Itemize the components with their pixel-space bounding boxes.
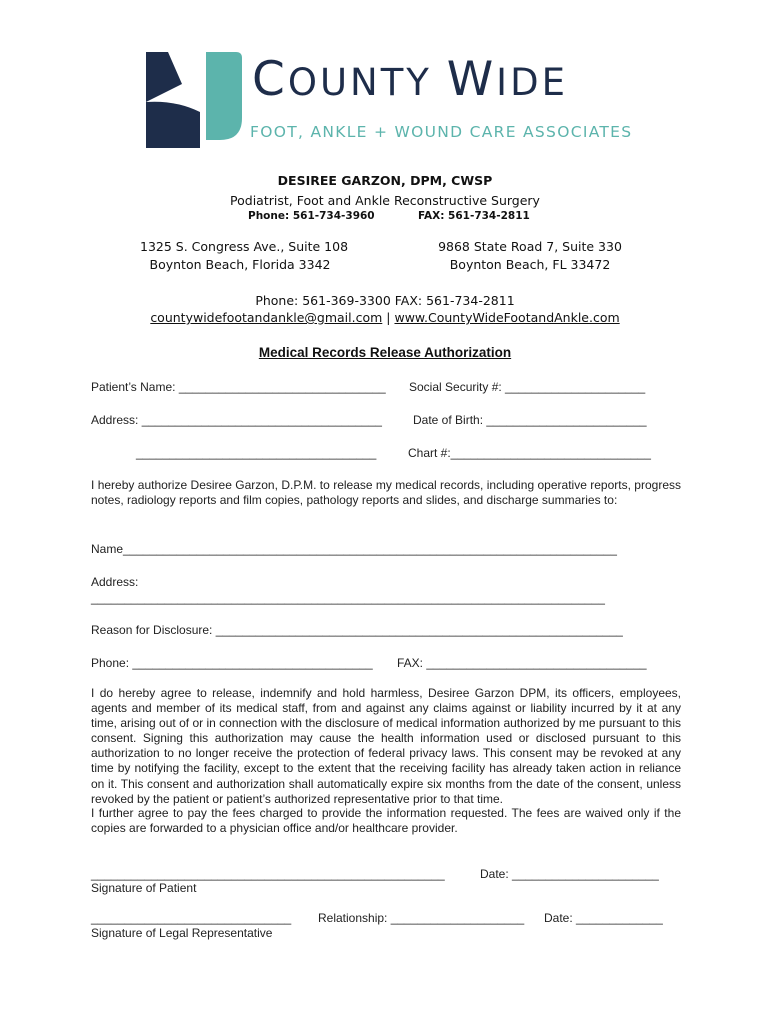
office-address-line: Boynton Beach, FL 33472 <box>449 257 611 272</box>
logo-navy-lower-shape <box>146 102 200 148</box>
brand-name-part: C <box>252 52 288 107</box>
office-address-1 <box>140 238 349 274</box>
recipient-fax-field[interactable]: FAX: _________________________________ <box>397 656 647 670</box>
reason-for-disclosure-field[interactable]: Reason for Disclosure: _____________________________________________________________ <box>91 623 623 637</box>
representative-signature-field[interactable]: ______________________________ <box>91 911 292 925</box>
patient-signature-label: Signature of Patient <box>91 881 197 895</box>
brand-name-part: W <box>446 52 497 107</box>
form-title: Medical Records Release Authorization <box>258 345 512 360</box>
contact-phone-fax: Phone: 561-369-3300 FAX: 561-734-2811 <box>255 293 515 308</box>
brand-subtitle: FOOT, ANKLE + WOUND CARE ASSOCIATES <box>250 123 633 141</box>
office-address-2 <box>430 238 630 274</box>
patient-signature-field[interactable]: _____________________________________________________ <box>91 867 445 881</box>
ssn-field[interactable]: Social Security #: _____________________ <box>409 380 646 394</box>
fees-paragraph: I further agree to pay the fees charged to provide the information requested. The fees are waived only if the copies are forwarded to a physician office and/or healthcare provider. <box>91 806 681 836</box>
relationship-field[interactable]: Relationship: ____________________ <box>318 911 525 925</box>
office-address-line: 9868 State Road 7, Suite 330 <box>438 239 622 254</box>
date-of-birth-field[interactable]: Date of Birth: ________________________ <box>413 413 647 427</box>
contact-web <box>0 310 770 325</box>
recipient-phone-field[interactable]: Phone: ____________________________________ <box>91 656 373 670</box>
recipient-address-label: Address: <box>91 575 139 589</box>
recipient-address-field[interactable]: _____________________________________________________________________________ <box>91 591 605 605</box>
doctor-name: DESIREE GARZON, DPM, CWSP <box>277 173 493 188</box>
website-link[interactable]: www.CountyWideFootandAnkle.com <box>394 310 620 325</box>
patient-date-field[interactable]: Date: ______________________ <box>480 867 659 881</box>
representative-date-field[interactable]: Date: _____________ <box>544 911 663 925</box>
address-continuation-field[interactable]: ____________________________________ <box>136 446 377 460</box>
brand-name-part: IDE <box>496 61 568 104</box>
chart-number-field[interactable]: Chart #:______________________________ <box>408 446 651 460</box>
patient-name-field[interactable]: Patient’s Name: _______________________________ <box>91 380 386 394</box>
release-paragraph: I do hereby agree to release, indemnify and hold harmless, Desiree Garzon DPM, its officers, employees, agents and member of its medical staff, from and against any claims against or liability incurred by it at any time, arising out of or in connection with the disclosure of medical information authorized by me pursuant to this consent. Signing this authorization may cause the health information used or disclosed pursuant to this authorization to no longer receive the protection of federal privacy laws. This consent may be revoked at any time by notifying the facility, except to the extent that the receiving facility has already taken action in reliance on it. This consent and authorization shall automatically expire six months from the date of the consent, unless revoked by the patient or patient’s authorized representative prior to that time. <box>91 686 681 806</box>
county-wide-logo <box>146 52 242 148</box>
doctor-fax: FAX: 561-734-2811 <box>418 210 530 222</box>
separator: | <box>382 310 395 325</box>
office-address-line: Boynton Beach, Florida 3342 <box>149 257 331 272</box>
office-address-line: 1325 S. Congress Ave., Suite 108 <box>140 239 349 254</box>
doctor-specialty: Podiatrist, Foot and Ankle Reconstructive Surgery <box>230 193 540 208</box>
brand-name-part: OUNTY <box>287 61 447 104</box>
authorization-paragraph: I hereby authorize Desiree Garzon, D.P.M. to release my medical records, including operative reports, progress notes, radiology reports and film copies, pathology reports and slides, and discharge summaries to: <box>91 478 681 508</box>
recipient-name-field[interactable]: Name__________________________________________________________________________ <box>91 542 617 556</box>
doctor-phone: Phone: 561-734-3960 <box>248 210 375 222</box>
logo-teal-shape <box>206 52 242 140</box>
logo-navy-shape <box>146 52 182 102</box>
representative-signature-label: Signature of Legal Representative <box>91 926 273 940</box>
address-field[interactable]: Address: ____________________________________ <box>91 413 382 427</box>
email-link[interactable]: countywidefootandankle@gmail.com <box>150 310 383 325</box>
brand-name <box>252 52 568 107</box>
